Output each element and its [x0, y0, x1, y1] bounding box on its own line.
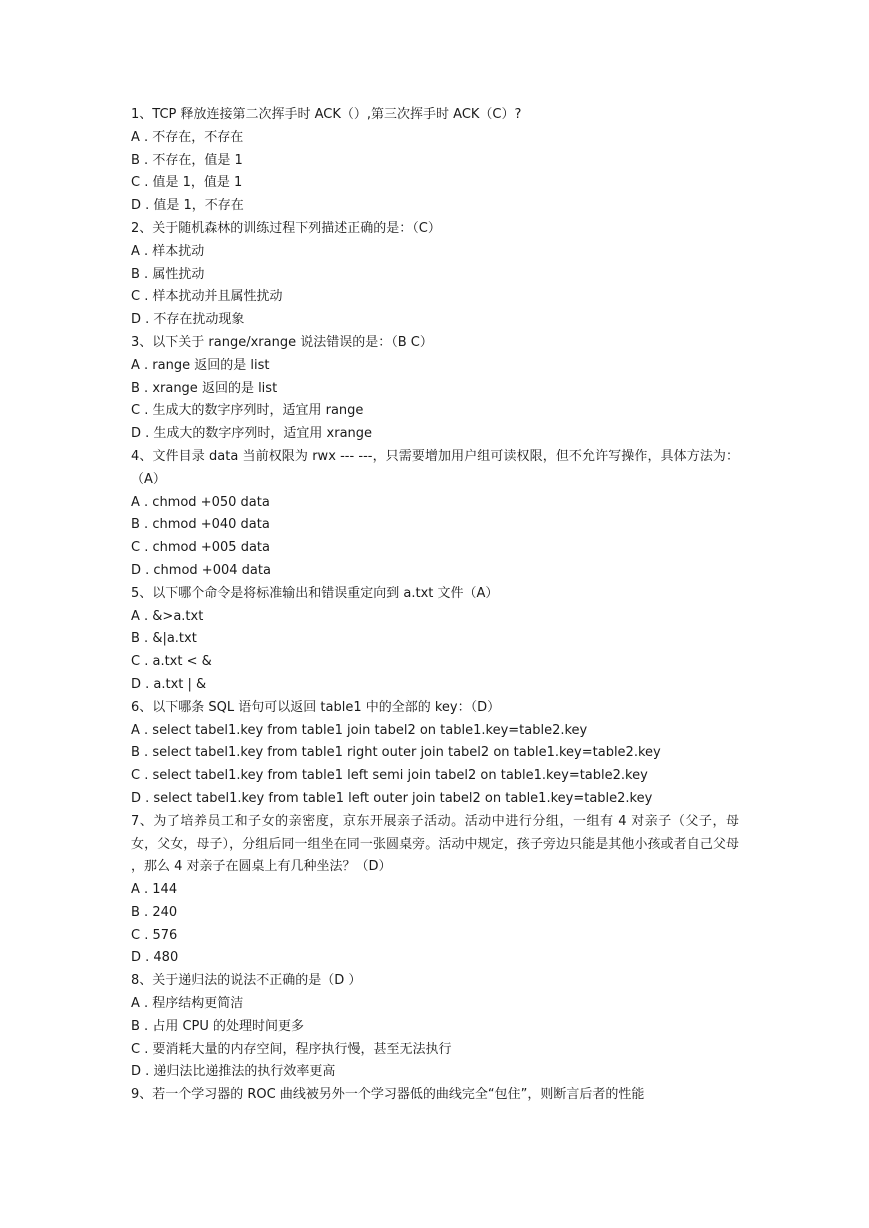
option-d: D . 不存在扰动现象 [131, 312, 245, 328]
question-8 [131, 970, 739, 1084]
question-5 [131, 583, 739, 697]
option-c: C . 要消耗大量的内存空间，程序执行慢，甚至无法执行 [131, 1041, 452, 1057]
question-stem: 5、以下哪个命令是将标准输出和错误重定向到 a.txt 文件（A） [131, 585, 499, 601]
option-b: B . 240 [131, 904, 178, 920]
option-a: A . 样本扰动 [131, 243, 205, 259]
option-b: B . 不存在，值是 1 [131, 152, 243, 168]
question-stem: 7、为了培养员工和子女的亲密度，京东开展亲子活动。活动中进行分组，一组有 4 对亲子（父子，母女，父女，母子），分组后同一组坐在同一张圆桌旁。活动中规定，孩子旁边只能是其他小孩或者自己父母 ，那么 4 对亲子在圆桌上有几种坐法？（D） [131, 813, 739, 875]
option-b: B . 属性扰动 [131, 266, 205, 282]
option-a: A . select tabel1.key from table1 join tabel2 on table1.key=table2.key [131, 722, 588, 738]
option-a: A . 程序结构更简洁 [131, 996, 244, 1012]
question-stem: 3、以下关于 range/xrange 说法错误的是：（B C） [131, 334, 433, 350]
option-b: B . chmod +040 data [131, 517, 270, 533]
option-d: D . chmod +004 data [131, 562, 271, 578]
question-1 [131, 104, 739, 218]
option-a: A . chmod +050 data [131, 494, 270, 510]
question-6 [131, 697, 739, 811]
option-d: D . 值是 1，不存在 [131, 198, 244, 214]
option-d: D . 生成大的数字序列时，适宜用 xrange [131, 426, 373, 442]
option-a: A . 不存在，不存在 [131, 129, 244, 145]
option-d: D . 480 [131, 950, 179, 966]
option-c: C . 值是 1，值是 1 [131, 175, 243, 191]
document-body [131, 104, 739, 1107]
option-d: D . select tabel1.key from table1 left outer join tabel2 on table1.key=table2.key [131, 790, 653, 806]
question-4 [131, 446, 739, 583]
option-b: B . select tabel1.key from table1 right outer join tabel2 on table1.key=table2.key [131, 745, 661, 761]
option-c: C . 576 [131, 927, 178, 943]
question-stem: 4、文件目录 data 当前权限为 rwx --- ---，只需要增加用户组可读权限，但不允许写操作，具体方法为：（A） [131, 448, 739, 487]
option-c: C . chmod +005 data [131, 540, 270, 556]
option-a: A . range 返回的是 list [131, 357, 270, 373]
option-a: A . 144 [131, 882, 178, 898]
question-stem: 1、TCP 释放连接第二次挥手时 ACK（）,第三次挥手时 ACK（C）? [131, 107, 522, 122]
option-d: D . 递归法比递推法的执行效率更高 [131, 1064, 336, 1080]
question-stem: 6、以下哪条 SQL 语句可以返回 table1 中的全部的 key：（D） [131, 699, 501, 715]
question-stem: 9、若一个学习器的 ROC 曲线被另外一个学习器低的曲线完全“包住”，则断言后者的性能 [131, 1087, 645, 1103]
question-stem: 8、关于递归法的说法不正确的是（D ） [131, 973, 362, 989]
question-3 [131, 332, 739, 446]
option-c: C . select tabel1.key from table1 left semi join tabel2 on table1.key=table2.key [131, 768, 648, 784]
option-b: B . 占用 CPU 的处理时间更多 [131, 1018, 305, 1034]
question-9 [131, 1084, 739, 1107]
option-b: B . &|a.txt [131, 631, 197, 647]
question-stem: 2、关于随机森林的训练过程下列描述正确的是：（C） [131, 220, 441, 236]
option-c: C . 样本扰动并且属性扰动 [131, 289, 283, 305]
option-a: A . &>a.txt [131, 608, 204, 624]
option-b: B . xrange 返回的是 list [131, 380, 278, 396]
option-c: C . 生成大的数字序列时，适宜用 range [131, 403, 364, 419]
option-c: C . a.txt < & [131, 654, 212, 670]
option-d: D . a.txt | & [131, 676, 207, 692]
question-7 [131, 811, 739, 971]
question-2 [131, 218, 739, 332]
